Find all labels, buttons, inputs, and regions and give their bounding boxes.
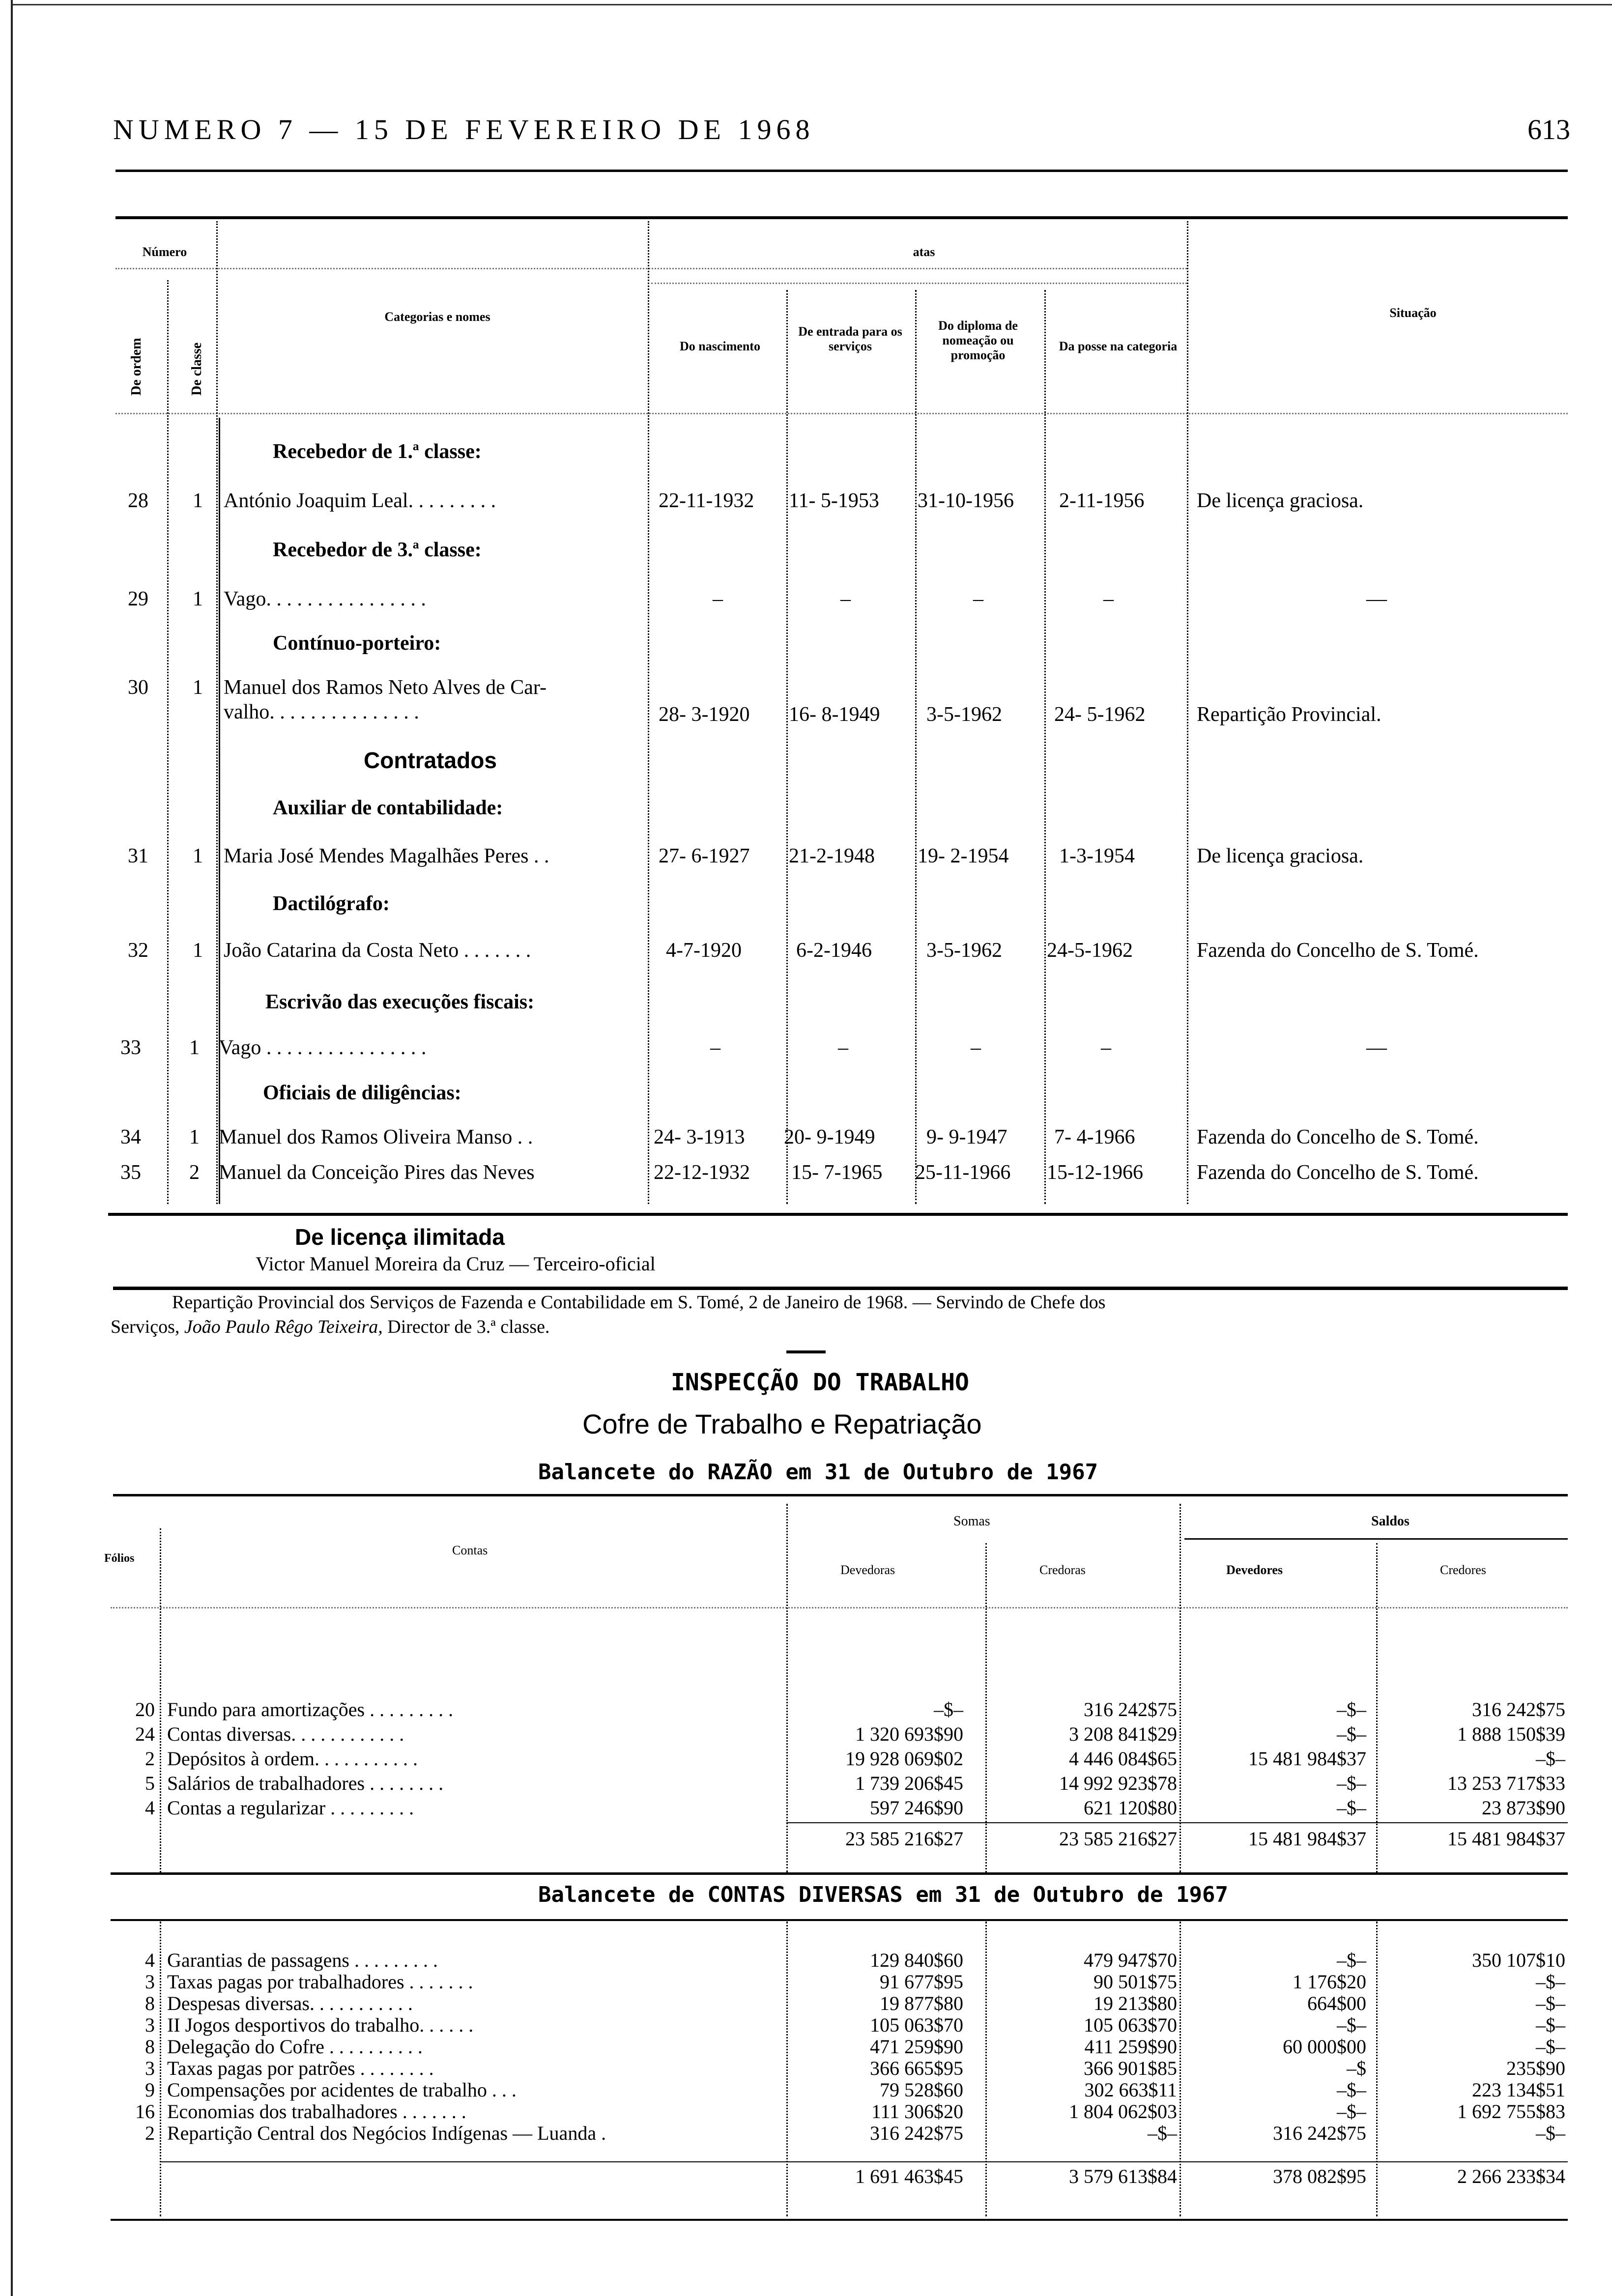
datas-dotted-rule xyxy=(651,283,1187,284)
diversas-sep-scred xyxy=(1376,1922,1378,2216)
cell-credoras: 366 901$85 xyxy=(1084,2057,1177,2079)
section-escrivao: Escrivão das execuções fiscais: xyxy=(265,991,535,1013)
razao-header-bottom xyxy=(111,1607,1568,1608)
header-categorias: Categorias e nomes xyxy=(384,310,490,324)
cell-saldo-credor: 13 253 717$33 xyxy=(1447,1772,1565,1794)
diversas-total-dev: 1 691 463$45 xyxy=(855,2165,963,2187)
cell-saldo-credor: –$– xyxy=(1536,1992,1565,2014)
razao-total-scred: 15 481 984$37 xyxy=(1447,1828,1565,1850)
page-number: 613 xyxy=(1527,114,1570,145)
cell-saldo-devedor: –$– xyxy=(1337,2100,1366,2123)
cell-devedoras: 105 063$70 xyxy=(870,2014,963,2036)
cell-saldo-devedor: –$– xyxy=(1337,2079,1366,2101)
cell-classe: 1 xyxy=(193,489,203,512)
cell-saldo-credor: –$– xyxy=(1536,2014,1565,2036)
cell-nascimento: – xyxy=(713,588,723,610)
cell-saldo-credor: 350 107$10 xyxy=(1472,1949,1565,1971)
diversas-sep-cred xyxy=(985,1922,987,2216)
header-dotted-rule xyxy=(115,268,1187,269)
cell-credoras: 316 242$75 xyxy=(1084,1698,1177,1721)
cell-posse: 1-3-1954 xyxy=(1059,845,1135,867)
cell-nome: António Joaquim Leal. . . . . . . . . xyxy=(224,489,496,512)
cell-saldo-credor: 1 692 755$83 xyxy=(1457,2100,1565,2123)
licenca-line: Victor Manuel Moreira da Cruz — Terceiro-oficial xyxy=(256,1253,656,1275)
cell-saldo-credor: 23 873$90 xyxy=(1482,1797,1565,1819)
cell-saldo-credor: –$– xyxy=(1536,1748,1565,1770)
diversas-total-scred: 2 266 233$34 xyxy=(1457,2165,1565,2187)
cell-conta: Repartição Central dos Negócios Indígenas — Luanda . xyxy=(167,2122,606,2144)
cell-devedoras: 471 259$90 xyxy=(870,2036,963,2058)
cell-classe: 2 xyxy=(189,1161,200,1184)
cell-posse: 24- 5-1962 xyxy=(1054,703,1146,726)
cell-devedoras: 19 928 069$02 xyxy=(845,1748,963,1770)
cell-nascimento: 27- 6-1927 xyxy=(659,845,750,867)
section-contratados: Contratados xyxy=(364,747,497,773)
cell-nascimento: – xyxy=(710,1036,720,1059)
cell-nome-cont: valho. . . . . . . . . . . . . . . xyxy=(224,701,419,723)
cell-entrada: – xyxy=(840,588,851,610)
signature-line-1: Repartição Provincial dos Serviços de Fazenda e Contabilidade em S. Tomé, 2 de Janeiro de 1968. — Servindo de Chefe dos xyxy=(172,1292,1106,1313)
cell-folio: 4 xyxy=(145,1797,155,1819)
col-sep-entrada xyxy=(786,290,788,1204)
cell-saldo-devedor: –$– xyxy=(1337,1698,1366,1721)
cell-nome: Maria José Mendes Magalhães Peres . . xyxy=(224,845,549,867)
cell-folio: 8 xyxy=(145,2036,155,2058)
signature-prefix: Serviços, xyxy=(111,1317,184,1337)
cell-classe: 1 xyxy=(193,676,203,699)
cell-conta: II Jogos desportivos do trabalho. . . . . . xyxy=(167,2014,474,2036)
cell-saldo-devedor: –$– xyxy=(1337,1949,1366,1971)
cell-nome: Manuel dos Ramos Neto Alves de Car- xyxy=(224,676,547,699)
cell-conta: Delegação do Cofre . . . . . . . . . . xyxy=(167,2036,423,2058)
diversas-total-cred: 3 579 613$84 xyxy=(1069,2165,1177,2187)
table-bottom-rule xyxy=(108,1213,1568,1216)
signature-name: João Paulo Rêgo Teixeira, xyxy=(184,1317,383,1337)
cell-folio: 16 xyxy=(135,2100,155,2123)
cell-credoras: 4 446 084$65 xyxy=(1069,1748,1177,1770)
cell-diploma: 19- 2-1954 xyxy=(918,845,1009,867)
cell-devedoras: 91 677$95 xyxy=(880,1971,963,1993)
col-sep-nasc xyxy=(648,221,649,1204)
cell-conta: Despesas diversas. . . . . . . . . . . xyxy=(167,1992,413,2014)
page-header-title: NUMERO 7 — 15 DE FEVEREIRO DE 1968 xyxy=(113,114,815,145)
diversas-title: Balancete de CONTAS DIVERSAS em 31 de Outubro de 1967 xyxy=(538,1882,1228,1907)
cell-devedoras: 597 246$90 xyxy=(870,1797,963,1819)
cell-conta: Salários de trabalhadores . . . . . . . . xyxy=(167,1772,444,1794)
razao-header-devedores: Devedores xyxy=(1226,1563,1283,1577)
cell-credoras: 90 501$75 xyxy=(1094,1971,1177,1993)
cell-devedoras: 1 320 693$90 xyxy=(855,1723,963,1745)
cell-saldo-credor: –$– xyxy=(1536,1971,1565,1993)
cell-folio: 8 xyxy=(145,1992,155,2014)
cell-nome: João Catarina da Costa Neto . . . . . . . xyxy=(224,939,531,962)
scan-top-edge xyxy=(13,4,1612,5)
cell-saldo-devedor: –$– xyxy=(1337,2014,1366,2036)
cell-credoras: 1 804 062$03 xyxy=(1069,2100,1177,2123)
cell-diploma: 3-5-1962 xyxy=(926,939,1002,962)
cell-credoras: 105 063$70 xyxy=(1084,2014,1177,2036)
razao-sep-saldos xyxy=(1180,1504,1181,1872)
cell-situacao: Fazenda do Concelho de S. Tomé. xyxy=(1197,1161,1479,1184)
razao-total-dev: 23 585 216$27 xyxy=(845,1828,963,1850)
cell-conta: Garantias de passagens . . . . . . . . . xyxy=(167,1949,438,1971)
razao-header-contas: Contas xyxy=(452,1543,488,1557)
cell-devedoras: 111 306$20 xyxy=(871,2100,963,2123)
cell-entrada: 16- 8-1949 xyxy=(789,703,880,726)
cell-ordem: 28 xyxy=(128,489,148,512)
cell-folio: 5 xyxy=(145,1772,155,1794)
razao-bottom-rule xyxy=(111,1872,1568,1875)
header-entrada: De entrada para os serviços xyxy=(798,324,902,353)
cell-diploma: 25-11-1966 xyxy=(915,1161,1011,1184)
header-datas: atas xyxy=(913,245,935,259)
cell-folio: 24 xyxy=(135,1723,155,1745)
cell-credoras: –$– xyxy=(1148,2122,1177,2144)
section-oficiais-diligencias: Oficiais de diligências: xyxy=(263,1082,461,1104)
cell-credoras: 479 947$70 xyxy=(1084,1949,1177,1971)
cell-entrada: 20- 9-1949 xyxy=(784,1126,875,1148)
header-bottom-rule xyxy=(115,413,1568,414)
cell-devedoras: 129 840$60 xyxy=(870,1949,963,1971)
cell-posse: – xyxy=(1101,1036,1111,1059)
cell-credoras: 302 663$11 xyxy=(1084,2079,1177,2101)
cell-credoras: 3 208 841$29 xyxy=(1069,1723,1177,1745)
razao-sep-somas xyxy=(786,1504,788,1872)
header-de-classe: De classe xyxy=(189,342,204,396)
section-recebedor-3: Recebedor de 3.ª classe: xyxy=(273,539,482,561)
cell-entrada: 11- 5-1953 xyxy=(789,489,879,512)
cell-saldo-credor: 1 888 150$39 xyxy=(1457,1723,1565,1745)
cell-folio: 4 xyxy=(145,1949,155,1971)
cell-nome: Manuel da Conceição Pires das Neves xyxy=(219,1161,535,1184)
header-de-ordem: De ordem xyxy=(129,338,144,396)
razao-header-somas: Somas xyxy=(953,1514,990,1529)
cell-situacao: — xyxy=(1366,588,1387,610)
cell-credoras: 19 213$80 xyxy=(1094,1992,1177,2014)
cell-classe: 1 xyxy=(193,588,203,610)
cell-conta: Economias dos trabalhadores . . . . . . . xyxy=(167,2100,466,2123)
cell-saldo-credor: 235$90 xyxy=(1506,2057,1565,2079)
cell-classe: 1 xyxy=(193,939,203,962)
razao-title: Balancete do RAZÃO em 31 de Outubro de 1967 xyxy=(538,1460,1098,1485)
cell-saldo-devedor: –$– xyxy=(1337,1772,1366,1794)
cell-credoras: 14 992 923$78 xyxy=(1059,1772,1177,1794)
section-recebedor-1: Recebedor de 1.ª classe: xyxy=(273,440,482,463)
cell-situacao: De licença graciosa. xyxy=(1197,845,1364,867)
cell-conta: Compensações por acidentes de trabalho . . . xyxy=(167,2079,517,2101)
cell-diploma: 3-5-1962 xyxy=(926,703,1002,726)
cell-entrada: – xyxy=(838,1036,848,1059)
table-top-rule xyxy=(115,216,1568,219)
cell-folio: 3 xyxy=(145,2057,155,2079)
cell-entrada: 21-2-1948 xyxy=(789,845,875,867)
cell-situacao: Fazenda do Concelho de S. Tomé. xyxy=(1197,1126,1479,1148)
cell-nascimento: 28- 3-1920 xyxy=(659,703,750,726)
cell-nascimento: 24- 3-1913 xyxy=(654,1126,745,1148)
cell-saldo-devedor: –$– xyxy=(1337,1797,1366,1819)
cell-credoras: 411 259$90 xyxy=(1084,2036,1177,2058)
cell-posse: 2-11-1956 xyxy=(1059,489,1145,512)
diversas-totals-rule xyxy=(160,2161,1568,2162)
col-sep-posse xyxy=(1044,290,1046,1204)
cell-folio: 2 xyxy=(145,1748,155,1770)
cell-saldo-devedor: 15 481 984$37 xyxy=(1248,1748,1366,1770)
cell-posse: 7- 4-1966 xyxy=(1054,1126,1135,1148)
cell-entrada: 6-2-1946 xyxy=(796,939,872,962)
cell-diploma: 9- 9-1947 xyxy=(926,1126,1008,1148)
cell-nascimento: 22-11-1932 xyxy=(659,489,754,512)
section-continuo-porteiro: Contínuo-porteiro: xyxy=(273,632,441,655)
razao-totals-rule xyxy=(786,1822,1568,1823)
cell-diploma: – xyxy=(973,588,983,610)
cell-devedoras: –$– xyxy=(934,1698,963,1721)
cell-saldo-credor: 316 242$75 xyxy=(1472,1698,1565,1721)
cell-saldo-credor: –$– xyxy=(1536,2036,1565,2058)
col-sep-situacao xyxy=(1187,221,1188,1204)
header-situacao: Situação xyxy=(1389,306,1437,320)
cell-nascimento: 22-12-1932 xyxy=(654,1161,750,1184)
header-diploma: Do diploma de nomeação ou promoção xyxy=(938,318,1018,362)
cell-saldo-credor: 223 134$51 xyxy=(1472,2079,1565,2101)
cell-classe: 1 xyxy=(193,845,203,867)
header-nascimento: Do nascimento xyxy=(680,339,760,353)
separator-ornament xyxy=(786,1350,826,1353)
cell-devedoras: 366 665$95 xyxy=(870,2057,963,2079)
licenca-title: De licença ilimitada xyxy=(295,1224,505,1250)
cell-conta: Fundo para amortizações . . . . . . . . . xyxy=(167,1698,454,1721)
cell-saldo-devedor: –$– xyxy=(1337,1723,1366,1745)
razao-header-devedoras: Devedoras xyxy=(840,1563,895,1577)
signature-line-2 xyxy=(111,1316,549,1338)
cell-devedoras: 19 877$80 xyxy=(880,1992,963,2014)
col-sep-nome xyxy=(219,418,220,1204)
cell-classe: 1 xyxy=(189,1036,200,1059)
section-auxiliar-contabilidade: Auxiliar de contabilidade: xyxy=(273,797,503,819)
diversas-total-sdev: 378 082$95 xyxy=(1273,2165,1366,2187)
cell-classe: 1 xyxy=(189,1126,200,1148)
cell-situacao: De licença graciosa. xyxy=(1197,489,1364,512)
diversas-sep-dev xyxy=(786,1922,788,2216)
cell-conta: Taxas pagas por trabalhadores . . . . . . . xyxy=(167,1971,473,1993)
cell-saldo-devedor: –$ xyxy=(1347,2057,1366,2079)
cell-posse: 15-12-1966 xyxy=(1047,1161,1143,1184)
cell-posse: 24-5-1962 xyxy=(1047,939,1133,962)
cell-folio: 2 xyxy=(145,2122,155,2144)
inspeccao-title: INSPECÇÃO DO TRABALHO xyxy=(671,1369,969,1396)
cell-folio: 9 xyxy=(145,2079,155,2101)
scan-left-edge xyxy=(11,0,13,2296)
cell-conta: Contas a regularizar . . . . . . . . . xyxy=(167,1797,414,1819)
cell-ordem: 33 xyxy=(120,1036,141,1059)
diversas-sep-sdev xyxy=(1180,1922,1181,2216)
diversas-sep-folio xyxy=(160,1922,161,2216)
col-sep-classe xyxy=(216,221,218,1204)
cell-saldo-devedor: 316 242$75 xyxy=(1273,2122,1366,2144)
cell-nascimento: 4-7-1920 xyxy=(666,939,742,962)
razao-header-folhas: Fólios xyxy=(104,1552,135,1565)
cell-devedoras: 79 528$60 xyxy=(880,2079,963,2101)
cell-credoras: 621 120$80 xyxy=(1084,1797,1177,1819)
razao-sep-folio xyxy=(160,1528,161,1872)
cell-entrada: 15- 7-1965 xyxy=(791,1161,883,1184)
razao-top-rule xyxy=(113,1494,1568,1496)
col-sep-diploma xyxy=(915,290,917,1204)
cell-diploma: – xyxy=(971,1036,981,1059)
header-posse: Da posse na categoria xyxy=(1059,339,1178,353)
cell-saldo-devedor: 1 176$20 xyxy=(1293,1971,1366,1993)
signature-suffix: Director de 3.ª classe. xyxy=(382,1317,550,1337)
section-dactilografo: Dactilógrafo: xyxy=(273,892,390,915)
cell-nome: Vago . . . . . . . . . . . . . . . . xyxy=(219,1036,427,1059)
cell-folio: 20 xyxy=(135,1698,155,1721)
cell-ordem: 30 xyxy=(128,676,148,699)
inspeccao-subtitle: Cofre de Trabalho e Repatriação xyxy=(582,1408,982,1439)
razao-header-credoras: Credoras xyxy=(1039,1563,1086,1577)
cell-situacao: Repartição Provincial. xyxy=(1197,703,1382,726)
col-sep-ordem xyxy=(167,280,169,1204)
cell-situacao: — xyxy=(1366,1036,1387,1059)
cell-conta: Depósitos à ordem. . . . . . . . . . . xyxy=(167,1748,418,1770)
cell-ordem: 34 xyxy=(120,1126,141,1148)
cell-devedoras: 1 739 206$45 xyxy=(855,1772,963,1794)
cell-saldo-devedor: 60 000$00 xyxy=(1283,2036,1366,2058)
cell-saldo-devedor: 664$00 xyxy=(1307,1992,1366,2014)
header-rule xyxy=(115,170,1568,172)
cell-nome: Manuel dos Ramos Oliveira Manso . . xyxy=(219,1126,533,1148)
diversas-top-rule xyxy=(111,1919,1568,1921)
diversas-bottom-rule xyxy=(111,2219,1568,2221)
cell-ordem: 32 xyxy=(128,939,148,962)
razao-header-credores: Credores xyxy=(1440,1563,1486,1577)
cell-folio: 3 xyxy=(145,1971,155,1993)
cell-nome: Vago. . . . . . . . . . . . . . . . xyxy=(224,588,426,610)
saldos-rule xyxy=(1184,1538,1568,1540)
razao-total-cred: 23 585 216$27 xyxy=(1059,1828,1177,1850)
cell-ordem: 29 xyxy=(128,588,148,610)
cell-conta: Contas diversas. . . . . . . . . . . . xyxy=(167,1723,404,1745)
razao-header-saldos: Saldos xyxy=(1371,1514,1410,1529)
cell-conta: Taxas pagas por patrões . . . . . . . . xyxy=(167,2057,434,2079)
cell-posse: – xyxy=(1103,588,1114,610)
cell-folio: 3 xyxy=(145,2014,155,2036)
licenca-rule xyxy=(113,1287,1568,1290)
cell-situacao: Fazenda do Concelho de S. Tomé. xyxy=(1197,939,1479,962)
header-numero: Número xyxy=(142,245,187,259)
razao-total-sdev: 15 481 984$37 xyxy=(1248,1828,1366,1850)
cell-devedoras: 316 242$75 xyxy=(870,2122,963,2144)
cell-ordem: 31 xyxy=(128,845,148,867)
cell-ordem: 35 xyxy=(120,1161,141,1184)
cell-saldo-credor: –$– xyxy=(1536,2122,1565,2144)
cell-diploma: 31-10-1956 xyxy=(918,489,1014,512)
